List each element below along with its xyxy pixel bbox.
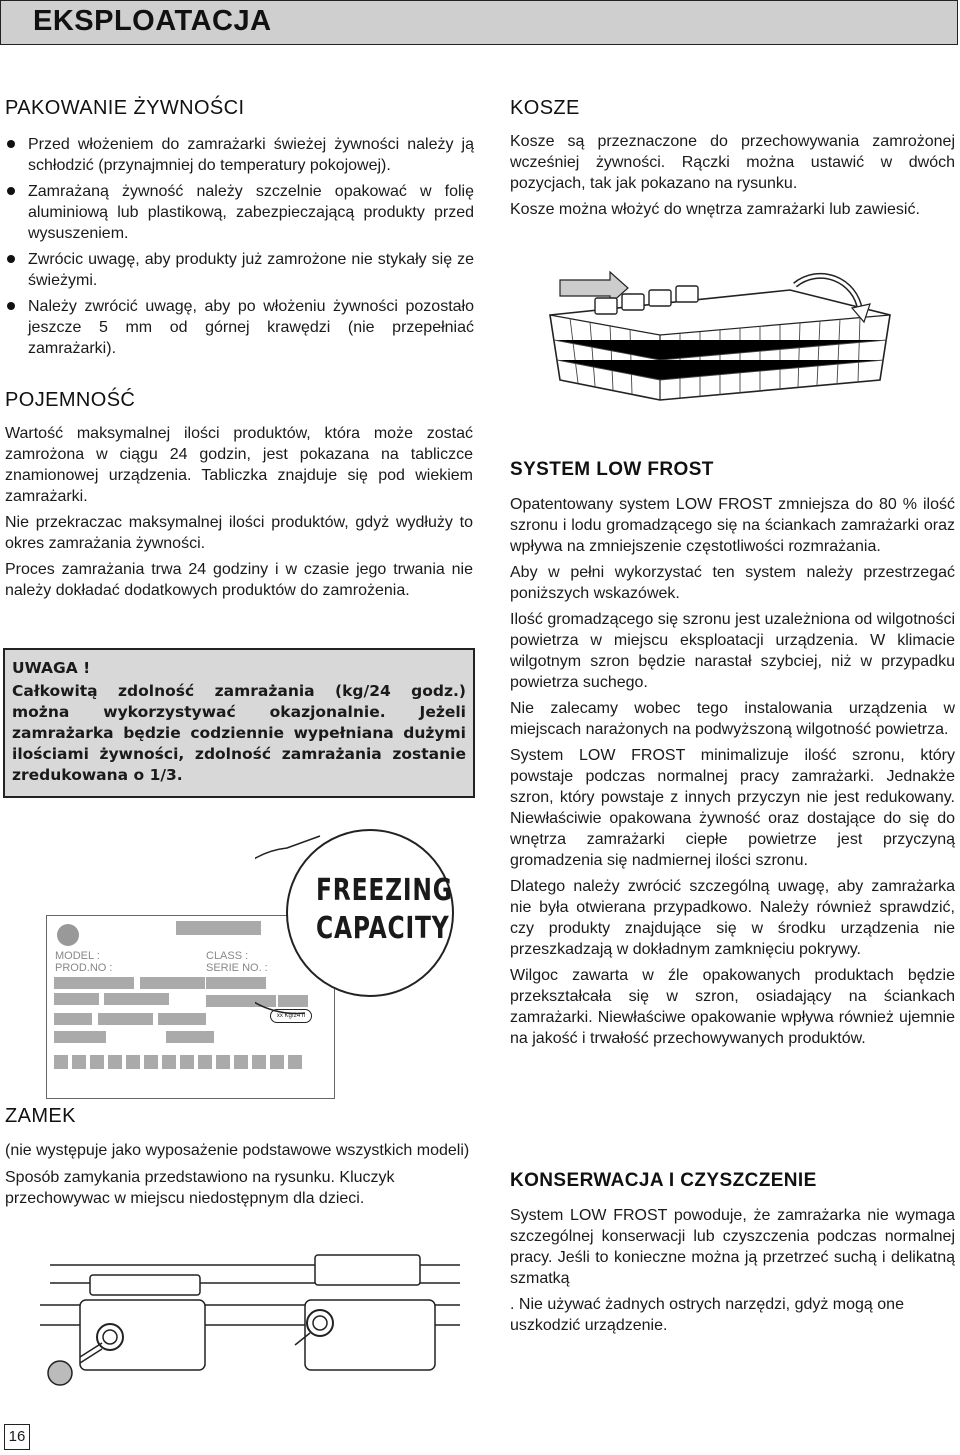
paragraph: System LOW FROST powoduje, że zamrażarka nie wymaga szczególnej konserwacji lub czyszczenia podczas normalnej pracy. Jeśli to konieczne można ją przetrzeć suchą i delikatną szmatką <box>510 1207 955 1287</box>
paragraph: Ilość gromadzącego się szronu jest uzależniona od wilgotności powietrza w miejscu eksploatacji urządzenia. W klimacie wilgotnym szron będzie narastał szybciej, niż w przypadku powietrza suchego. <box>510 611 955 691</box>
section-title-capacity: POJEMNOŚĆ <box>5 389 136 411</box>
kg-capacity-marker: xx Kg/24 h <box>270 1009 312 1023</box>
basket-illustration <box>540 260 910 410</box>
lock-text <box>5 1140 475 1209</box>
callout-line-2: CAPACITY <box>316 911 450 946</box>
list-item: Należy zwrócić uwagę, aby po włożeniu żywności pozostało jeszcze 5 mm od górnej krawędzi (nie przepełniać zamrażarki). <box>6 296 474 359</box>
serie-no-label: SERIE NO. : <box>206 962 268 974</box>
page-number: 16 <box>4 1424 30 1450</box>
low-frost-text <box>510 494 955 1049</box>
section-title-low-frost: SYSTEM LOW FROST <box>510 459 714 480</box>
list-item: Zwrócic uwagę, aby produkty już zamrożone nie stykały się ze świeżymi. <box>6 249 474 291</box>
paragraph: (nie występuje jako wyposażenie podstawowe wszystkich modeli) <box>5 1142 470 1159</box>
section-title-baskets: KOSZE <box>510 97 580 119</box>
paragraph: Aby w pełni wykorzystać ten system należy przestrzegać poniższych wskazówek. <box>510 564 955 602</box>
paragraph: Opatentowany system LOW FROST zmniejsza do 80 % ilość szronu i lodu gromadzącego się na ściankach zamrażarki oraz wpływa na zmniejszenie częstotliwości rozmrażania. <box>510 496 955 555</box>
lock-illustration <box>20 1245 475 1410</box>
page-title: EKSPLOATACJA <box>33 5 272 37</box>
paragraph: Nie zalecamy wobec tego instalowania urządzenia w miejscach narażonych na podwyższoną wilgotność powietrza. <box>510 700 955 738</box>
maintenance-text <box>510 1205 955 1336</box>
section-title-lock: ZAMEK <box>5 1105 76 1127</box>
model-label: MODEL : <box>55 950 100 962</box>
paragraph: Sposób zamykania przedstawiono na rysunku. Kluczyk przechowywac w miejscu niedostępnym dla dzieci. <box>5 1169 395 1207</box>
class-label: CLASS : <box>206 950 249 962</box>
packing-list <box>6 134 474 364</box>
freezing-capacity-callout <box>316 872 453 948</box>
warning-text: Całkowitą zdolność zamrażania (kg/24 godz.) można wykorzystywać okazjonalnie. Jeżeli zamrażarka będzie codziennie wypełniana dużymi ilościami żywności, zdolność zamrażania zostanie zredukowana o 1/3. <box>12 682 466 784</box>
warning-box <box>3 648 475 798</box>
warning-title: UWAGA ! <box>12 659 91 677</box>
paragraph: Nie przekraczac maksymalnej ilości produktów, gdyż wydłuży to okres zamrażania żywności. <box>5 514 473 552</box>
list-item: Zamrażaną żywność należy szczelnie opakować w folię aluminiową lub plastikową, zabezpieczającą produkty przed wysuszeniem. <box>6 181 474 244</box>
callout-line-1: FREEZING <box>316 873 453 908</box>
prod-no-label: PROD.NO : <box>55 962 113 974</box>
paragraph: Dlatego należy zwrócić szczególną uwagę, aby zamrażarka nie była otwierana przypadkowo. Należy również sprawdzić, czy produkty znajdujące się w środku urządzenia nie przeszkadzają w dokładnym zamknięciu pokrywy. <box>510 878 955 958</box>
section-title-packing: PAKOWANIE ŻYWNOŚCI <box>5 97 245 119</box>
paragraph: Kosze są przeznaczone do przechowywania zamrożonej wcześniej żywności. Rączki można ustawić w dwóch pozycjach, tak jak pokazano na rysunku. <box>510 133 955 192</box>
paragraph: Proces zamrażania trwa 24 godziny i w czasie jego trwania nie należy dokładać dodatkowych produktów do zamrożenia. <box>5 561 473 599</box>
list-item: Przed włożeniem do zamrażarki świeżej żywności należy ją schłodzić (przynajmniej do temperatury pokojowej). <box>6 134 474 176</box>
capacity-text <box>5 423 473 601</box>
paragraph: Kosze można włożyć do wnętrza zamrażarki lub zawiesić. <box>510 201 920 218</box>
paragraph: Wartość maksymalnej ilości produktów, która może zostać zamrożona w ciągu 24 godzin, jest pokazana na tabliczce znamionowej urządzenia. Tabliczka znajduje się pod wiekiem zamrażarki. <box>5 425 473 505</box>
section-title-maintenance: KONSERWACJA I CZYSZCZENIE <box>510 1170 817 1191</box>
baskets-text <box>510 131 955 220</box>
paragraph: . Nie używać żadnych ostrych narzędzi, gdyż mogą one uszkodzić urządzenie. <box>510 1296 904 1334</box>
paragraph: Wilgoc zawarta w źle opakowanych produktach będzie przekształcała się w szron, osiadający na ściankach zamrażarki. Niewłaściwe opakowanie wpływa również ujemnie na jakość i trwałość przechowywanych produktów. <box>510 967 955 1047</box>
paragraph: System LOW FROST minimalizuje ilość szronu, który powstaje podczas normalnej pracy zamrażarki. Jednakże szron, który powstaje z innych przyczyn nie jest redukowany. Niewłaściwie opakowana żywność oraz dostające do się do wnętrza zamrażarki ciepłe powietrze jest przyczyną gromadzenia się nadmiernej ilości szronu. <box>510 747 955 869</box>
